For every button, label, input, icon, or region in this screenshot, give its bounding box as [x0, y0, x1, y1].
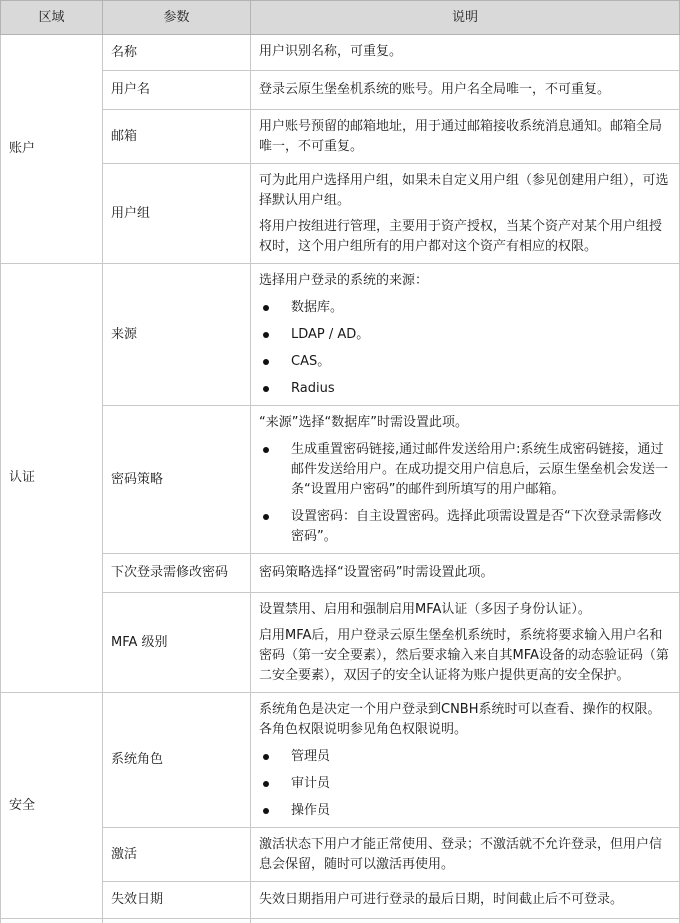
param-source: 来源	[103, 264, 251, 406]
table-row	[1, 264, 680, 406]
list-item: LDAP / AD。	[259, 325, 671, 345]
param-role: 系统角色	[103, 693, 251, 828]
param-mfa: MFA 级别	[103, 593, 251, 693]
list-item: 管理员	[259, 747, 671, 767]
param-password-policy: 密码策略	[103, 406, 251, 554]
param-expiry: 失效日期	[103, 882, 251, 919]
table-row	[1, 71, 680, 110]
desc-group-text-2: 将用户按组进行管理，主要用于资产授权，当某个资产对某个用户组授权时，这个用户组所有的用户都对这个资产有相应的权限。	[259, 217, 671, 257]
table-row	[1, 693, 680, 828]
desc-expiry: 失效日期指用户可进行登录的最后日期，时间截止后不可登录。	[251, 882, 680, 919]
desc-name: 用户识别名称，可重复。	[251, 35, 680, 71]
table-row	[1, 828, 680, 882]
desc-role	[251, 693, 680, 828]
area-security: 安全	[1, 693, 103, 919]
table-row	[1, 35, 680, 71]
desc-mfa-text-2: 启用MFA后，用户登录云原生堡垒机系统时，系统将要求输入用户名和密码（第一安全要素），然后要求输入来自其MFA设备的动态验证码（第二安全要素），双因子的安全认证将为账户提供更高的安全保护。	[259, 626, 671, 686]
desc-next-login: 密码策略选择“设置密码”时需设置此项。	[251, 554, 680, 593]
tail-cell	[251, 919, 680, 923]
list-item: 操作员	[259, 801, 671, 821]
list-item: CAS。	[259, 352, 671, 372]
list-item: 审计员	[259, 774, 671, 794]
table-row	[1, 164, 680, 264]
desc-role-intro: 系统角色是决定一个用户登录到CNBH系统时可以查看、操作的权限。各角色权限说明参见角色权限说明。	[259, 700, 671, 740]
param-name: 名称	[103, 35, 251, 71]
desc-source	[251, 264, 680, 406]
list-item: Radius	[259, 379, 671, 399]
desc-mfa-text-1: 设置禁用、启用和强制启用MFA认证（多因子身份认证）。	[259, 600, 671, 620]
param-next-login: 下次登录需修改密码	[103, 554, 251, 593]
desc-email: 用户账号预留的邮箱地址，用于通过邮箱接收系统消息通知。邮箱全局唯一，不可重复。	[251, 110, 680, 164]
table-header-row	[1, 1, 680, 35]
desc-password-policy-intro: “来源”选择“数据库”时需设置此项。	[259, 413, 671, 433]
desc-username: 登录云原生堡垒机系统的账号。用户名全局唯一，不可重复。	[251, 71, 680, 110]
table-row	[1, 110, 680, 164]
header-param: 参数	[103, 1, 251, 35]
table-tail-row	[1, 919, 680, 923]
table-row	[1, 406, 680, 554]
desc-group-text-1: 可为此用户选择用户组，如果未自定义用户组（参见创建用户组），可选择默认用户组。	[259, 171, 671, 211]
desc-source-intro: 选择用户登录的系统的来源：	[259, 271, 671, 291]
list-item: 数据库。	[259, 298, 671, 318]
tail-cell	[1, 919, 103, 923]
area-auth: 认证	[1, 264, 103, 693]
header-desc: 说明	[251, 1, 680, 35]
param-username: 用户名	[103, 71, 251, 110]
list-item: 生成重置密码链接,通过邮件发送给用户:系统生成密码链接，通过邮件发送给用户。在成功提交用户信息后，云原生堡垒机会发送一条“设置用户密码”的邮件到所填写的用户邮箱。	[259, 440, 671, 500]
table-row	[1, 593, 680, 693]
desc-mfa	[251, 593, 680, 693]
desc-password-policy	[251, 406, 680, 554]
role-list	[259, 747, 671, 821]
param-activate: 激活	[103, 828, 251, 882]
list-item: 设置密码：自主设置密码。选择此项需设置是否“下次登录需修改密码”。	[259, 507, 671, 547]
tail-cell	[103, 919, 251, 923]
source-list	[259, 298, 671, 399]
password-policy-list	[259, 440, 671, 547]
header-area: 区域	[1, 1, 103, 35]
desc-group	[251, 164, 680, 264]
table-row	[1, 554, 680, 593]
desc-activate: 激活状态下用户才能正常使用、登录；不激活就不允许登录，但用户信息会保留，随时可以激活再使用。	[251, 828, 680, 882]
param-group: 用户组	[103, 164, 251, 264]
table-row	[1, 882, 680, 919]
area-account: 账户	[1, 35, 103, 264]
param-email: 邮箱	[103, 110, 251, 164]
